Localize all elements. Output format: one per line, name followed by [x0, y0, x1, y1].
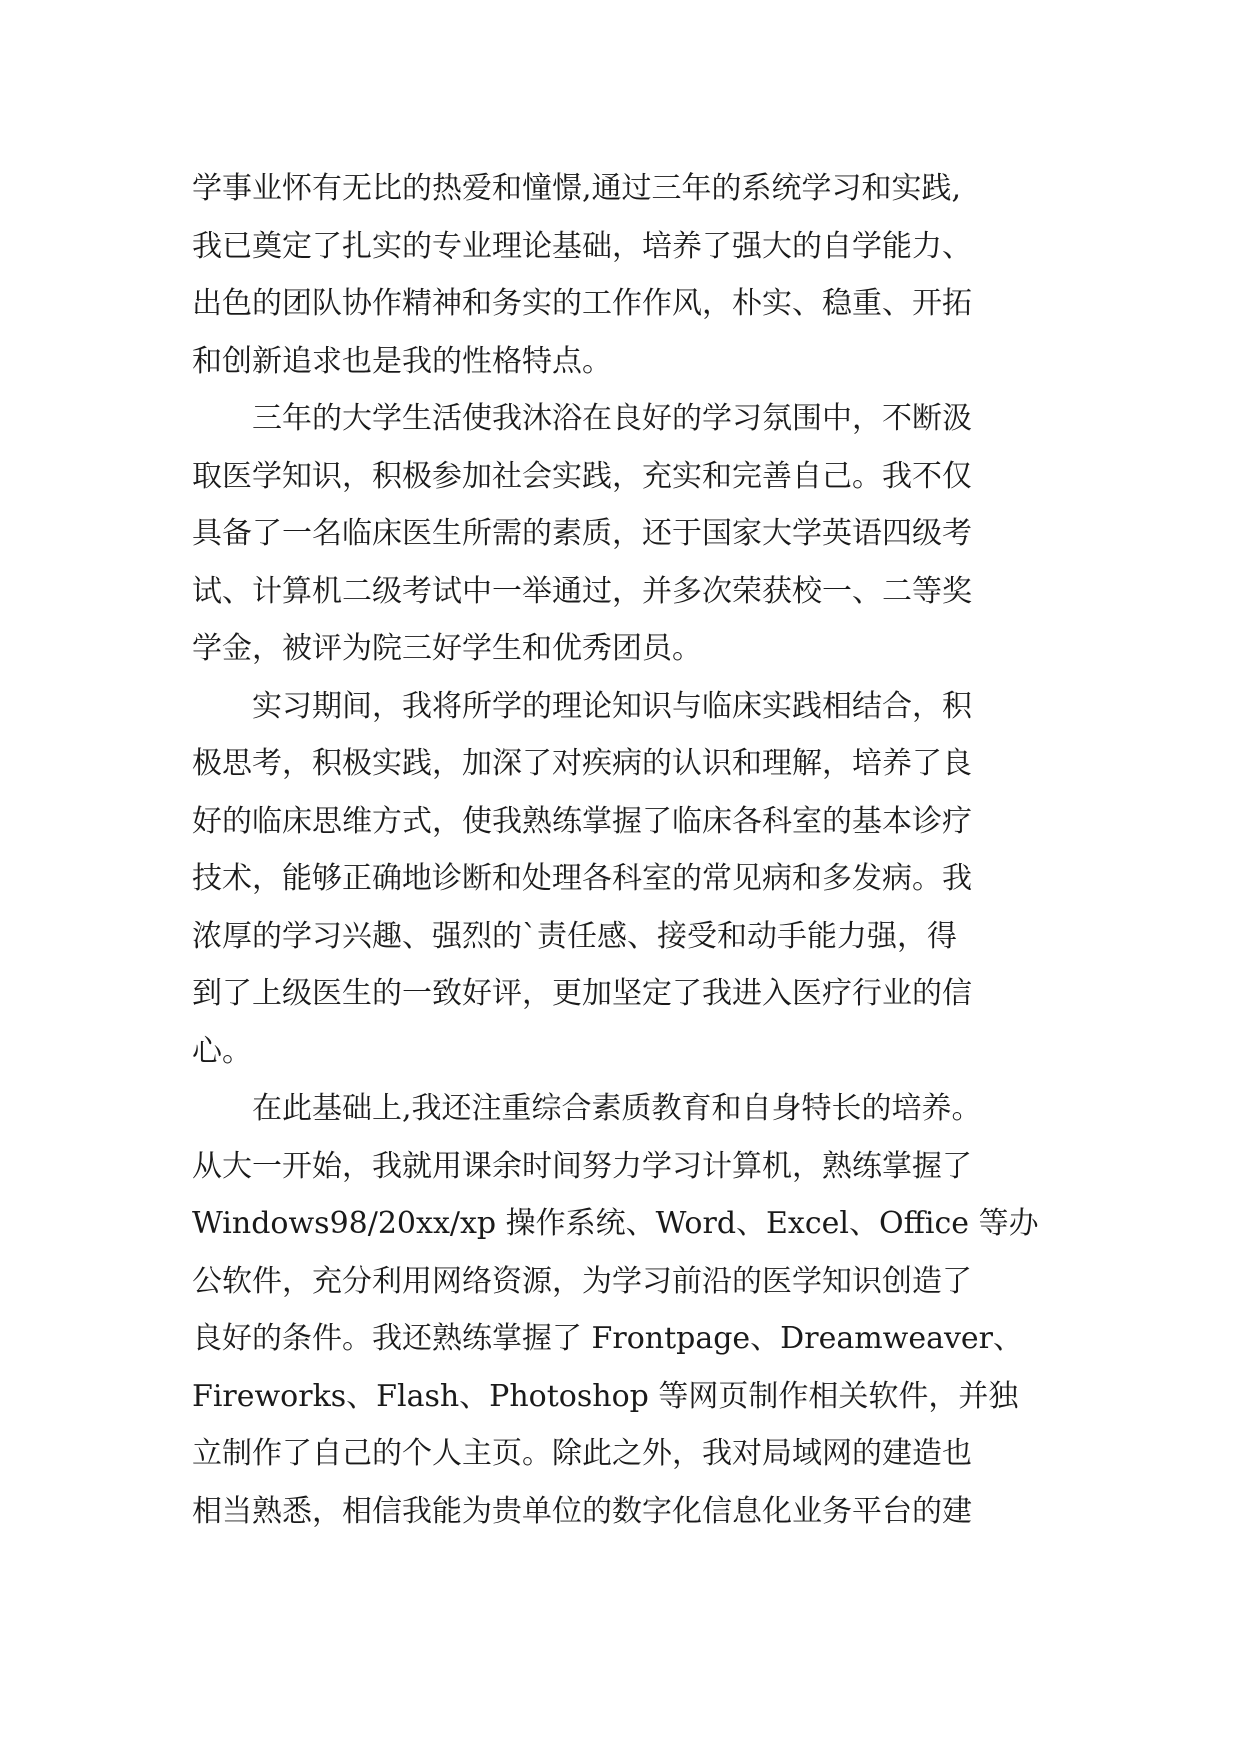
text-line: 公软件，充分利用网络资源，为学习前沿的医学知识创造了 [192, 1263, 972, 1299]
text-line: Windows98/20xx/xp 操作系统、Word、Excel、Office 等办 [192, 1206, 1039, 1241]
text-line: 从大一开始，我就用课余时间努力学习计算机，熟练掌握了 [192, 1148, 972, 1184]
text-line: 心。 [192, 1033, 252, 1069]
text-line: 三年的大学生活使我沐浴在良好的学习氛围中，不断汲 [192, 401, 972, 436]
text-line: 具备了一名临床医生所需的素质，还于国家大学英语四级考 [192, 516, 972, 551]
text-line: Fireworks、Flash、Photoshop 等网页制作相关软件，并独 [192, 1378, 1019, 1414]
body-text [192, 160, 1092, 1540]
text-line: 良好的条件。我还熟练掌握了 Frontpage、Dreamweaver、 [192, 1321, 1024, 1356]
text-line: 出色的团队协作精神和务实的工作作风，朴实、稳重、开拓 [192, 286, 972, 321]
text-line: 和创新追求也是我的性格特点。 [192, 343, 612, 379]
text-line: 学金，被评为院三好学生和优秀团员。 [192, 631, 702, 666]
text-line: 在此基础上,我还注重综合素质教育和自身特长的培养。 [192, 1091, 982, 1126]
text-line: 好的临床思维方式，使我熟练掌握了临床各科室的基本诊疗 [192, 803, 972, 839]
text-line: 学事业怀有无比的热爱和憧憬,通过三年的系统学习和实践, [192, 171, 962, 206]
text-line: 技术，能够正确地诊断和处理各科室的常见病和多发病。我 [192, 861, 972, 896]
text-line: 取医学知识，积极参加社会实践，充实和完善自己。我不仅 [192, 458, 972, 494]
text-line: 试、计算机二级考试中一举通过，并多次荣获校一、二等奖 [192, 573, 972, 609]
text-line: 极思考，积极实践，加深了对疾病的认识和理解，培养了良 [192, 746, 972, 781]
text-line: 到了上级医生的一致好评，更加坚定了我进入医疗行业的信 [192, 976, 972, 1011]
text-line: 浓厚的学习兴趣、强烈的`责任感、接受和动手能力强，得 [192, 918, 957, 954]
text-line: 立制作了自己的个人主页。除此之外，我对局域网的建造也 [192, 1436, 972, 1471]
text-line: 我已奠定了扎实的专业理论基础，培养了强大的自学能力、 [192, 228, 972, 264]
text-line: 相当熟悉，相信我能为贵单位的数字化信息化业务平台的建 [192, 1493, 972, 1529]
text-line: 实习期间，我将所学的理论知识与临床实践相结合，积 [192, 688, 972, 724]
